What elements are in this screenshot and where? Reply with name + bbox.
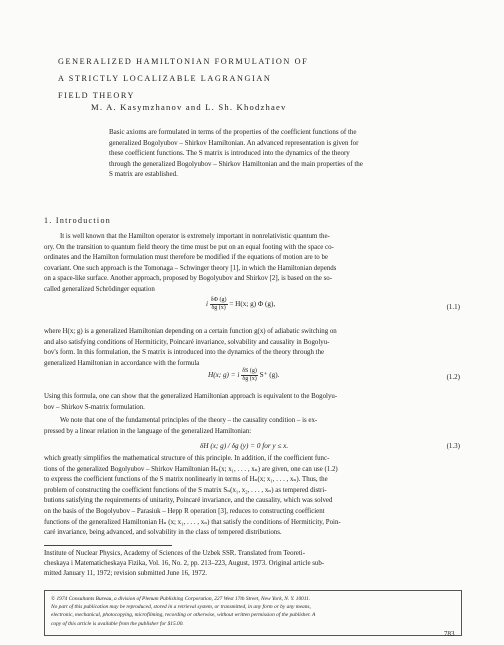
paragraph-causality: [44, 416, 464, 437]
footnote: [44, 549, 464, 580]
copyright-line: © 1974 Consultants Bureau, a division of Plenum Publishing Corporation, 227 West 17th Street, New York, N. Y. 10011.: [51, 596, 311, 602]
equation-1-2: [208, 368, 279, 383]
eq-rhs: S⁺ (g).: [259, 371, 280, 380]
paragraph-hamiltonian: [44, 327, 464, 369]
text-line: problem of constructing the coefficient functions of the S matrix Sₙ(x₁, x₂, . . . , xₙ) as tempered distri-: [44, 486, 327, 494]
title-line: GENERALIZED HAMILTONIAN FORMULATION OF: [58, 57, 309, 66]
equation-number: (1.2): [446, 373, 460, 381]
text-line: It is well known that the Hamilton operator is extremely important in nonrelativistic quantum the-: [60, 233, 330, 240]
abstract-line: these coefficient functions. The S matrix is introduced into the dynamics of the theory: [109, 149, 350, 158]
copyright-box: [44, 590, 462, 636]
text-line: ordinates and the Hamilton formulation must therefore be modified if the equations of motion are to be: [44, 254, 328, 262]
eq-numerator: δΦ (g): [210, 297, 227, 303]
text-line: bov – Shirkov S-matrix formulation.: [44, 403, 145, 411]
text-line: butions satisfying the requirements of unitarity, Poincaré invariance, and the causality, which was solved: [44, 497, 333, 505]
footnote-line: Institute of Nuclear Physics, Academy of Sciences of the Uzbek SSR. Translated from Teoreti-: [44, 550, 305, 557]
eq-rhs: = H(x; g) Φ (g),: [229, 300, 276, 309]
article-title: [58, 53, 308, 104]
title-line: A STRICTLY LOCALIZABLE LAGRANGIAN: [58, 74, 272, 83]
eq-lhs: i: [206, 300, 208, 309]
abstract-line: through the generalized Bogolyubov – Shirkov Hamiltonian and the main properties of the: [109, 159, 363, 168]
text-line: called generalized Schrödinger equation: [44, 285, 155, 293]
paragraph-equivalence: [44, 392, 464, 413]
eq-fraction: [210, 297, 228, 312]
equation-number: (1.1): [446, 303, 460, 311]
text-line: on the basis of the Bogolyubov – Parasiuk – Hepp R operation [3], reduces to constructing coefficient: [44, 507, 325, 515]
text-line: which greatly simplifies the mathematical structure of this principle. In addition, if the coefficient func-: [44, 455, 330, 462]
eq-denominator: δg (x): [211, 305, 226, 311]
eq-denominator: δg (x): [242, 376, 257, 382]
footnote-line: cheskaya i Matematicheskaya Fizika, Vol. 16, No. 2, pp. 213–223, August, 1973. Original article sub-: [44, 560, 325, 568]
eq-numerator: δS (g): [242, 368, 257, 374]
paragraph-coefficients: [44, 454, 464, 539]
eq-text: δH (x; g) / δg (y) = 0 for y ≤ x.: [200, 442, 289, 450]
title-line: FIELD THEORY: [58, 91, 136, 100]
text-line: generalized Hamiltonian in accordance with the formula: [44, 359, 200, 367]
text-line: Using this formula, one can show that the generalized Hamiltonian approach is equivalent to the Bogolyu-: [44, 393, 338, 400]
page-number: 783: [444, 630, 455, 638]
copyright-line: copy of this article is available from the publisher for $15.00.: [51, 620, 184, 627]
text-line: We note that one of the fundamental principles of the theory – the causality condition – is ex-: [60, 417, 318, 424]
text-line: covariant. One such approach is the Tomonaga – Schwinger theory [1], in which the Hamiltonian depends: [44, 264, 337, 272]
text-line: pressed by a linear relation in the language of the generalized Hamiltonian:: [44, 427, 252, 435]
abstract-line: S matrix are established.: [109, 170, 178, 179]
text-line: bov's form. In this formulation, the S matrix is introduced into the dynamics of the theory through the: [44, 349, 325, 357]
text-line: functions of the generalized Hamiltonian Hₙ (x; x₁, . . . , xₙ) that satisfy the conditions of Hermiticity, Poin-: [44, 518, 341, 526]
equation-1-3: [200, 442, 288, 450]
eq-lhs: H(x; g) = i: [208, 371, 240, 380]
copyright-line: No part of this publication may be reproduced, stored in a retrieval system, or transmitted, in any form or by any means,: [51, 604, 311, 611]
footnote-line: mitted January 11, 1972; revision submitted June 16, 1972.: [44, 570, 207, 578]
text-line: and also satisfying conditions of Hermiticity, Poincaré invariance, solvability and causality in Bogolyu-: [44, 338, 330, 346]
text-line: where H(x; g) is a generalized Hamiltonian depending on a certain function g(x) of adiabatic switching on: [44, 328, 337, 335]
paragraph-intro: [44, 232, 464, 296]
text-line: ory. On the transition to quantum field theory the time must be put on an equal footing with the space co-: [44, 243, 334, 251]
eq-fraction: [241, 368, 258, 383]
text-line: caré invariance, being advanced, and solvability in the class of tempered distributions.: [44, 529, 282, 537]
abstract-line: Basic axioms are formulated in terms of the properties of the coefficient functions of the: [109, 128, 357, 136]
section-heading: 1. Introduction: [44, 216, 112, 225]
abstract-line: generalized Bogolyubov – Shirkov Hamiltonian. An advanced representation is given for: [109, 138, 359, 147]
copyright-line: electronic, mechanical, photocopying, microfilming, recording or otherwise, without written permission of the publisher. A: [51, 612, 316, 619]
authors: M. A. Kasymzhanov and L. Sh. Khodzhaev: [91, 102, 287, 112]
abstract: [109, 127, 461, 180]
equation-number: (1.3): [446, 442, 460, 450]
footnote-rule: [44, 545, 172, 546]
text-line: on a space-like surface. Another approach, proposed by Bogolyubov and Shirkov [2], is based on the so-: [44, 275, 332, 283]
text-line: tions of the generalized Bogolyubov – Shirkov Hamiltonian Hₙ(x; x₁, . . . , xₙ) are given, one can use (1.2): [44, 465, 338, 473]
text-line: to express the coefficient functions of the S matrix nonlinearly in terms of Hₙ(x; x₁, . . . , xₙ). Thus, the: [44, 476, 328, 484]
equation-1-1: [206, 297, 275, 312]
